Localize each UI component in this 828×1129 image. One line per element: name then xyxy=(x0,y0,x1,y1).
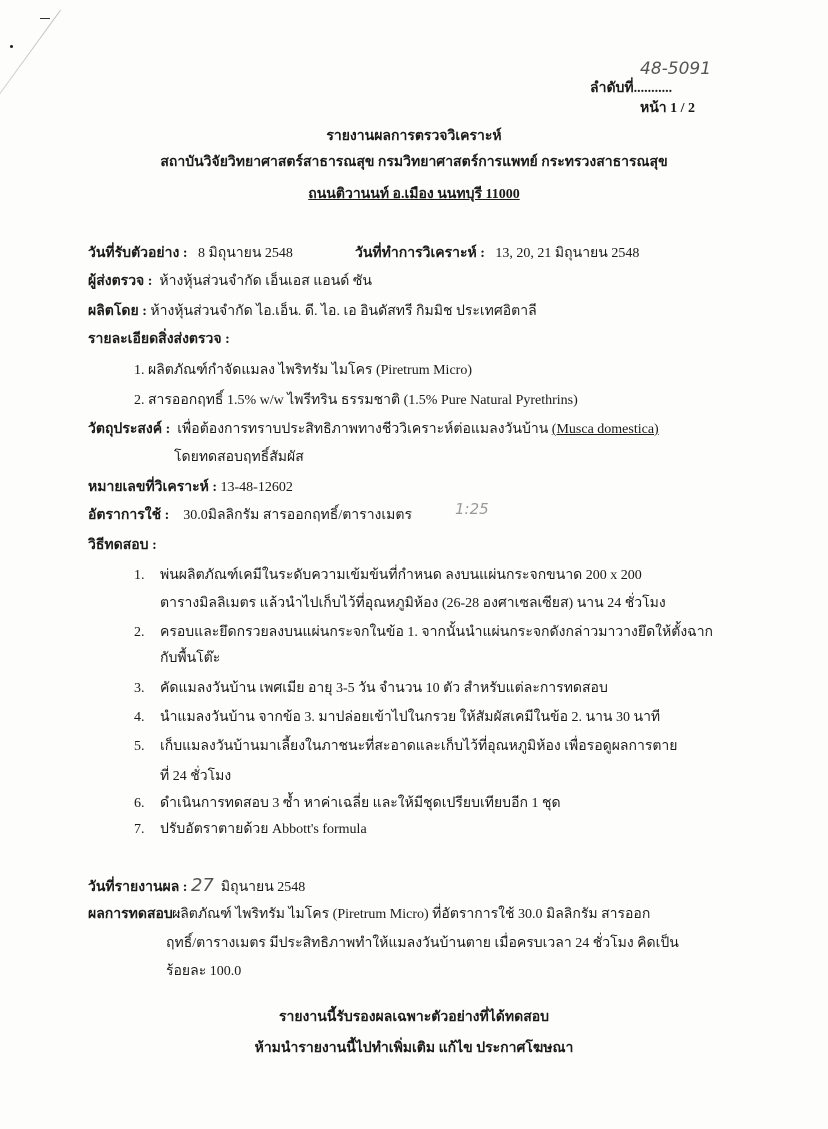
analysis-date-value: 13, 20, 21 มิถุนายน 2548 xyxy=(495,246,640,261)
footer-prohibition: ห้ามนำรายงานนี้ไปทำเพิ่มเติม แก้ไข ประกาศโฆษณา xyxy=(254,1041,574,1056)
received-label: วันที่รับตัวอย่าง : xyxy=(88,246,188,261)
sender-value: ห้างหุ้นส่วนจำกัด เอ็นเอส แอนด์ ซัน xyxy=(159,274,372,289)
institute-address: ถนนติวานนท์ อ.เมือง นนทบุรี 11000 xyxy=(308,187,520,202)
received-value: 8 มิถุนายน 2548 xyxy=(198,246,293,261)
method-step-text: ดำเนินการทดสอบ 3 ซ้ำ หาค่าเฉลี่ย และให้มีชุดเปรียบเทียบอีก 1 ชุด xyxy=(160,796,561,811)
page-number: หน้า 1 / 2 xyxy=(640,101,696,116)
order-number xyxy=(590,80,672,98)
report-date-row xyxy=(88,877,305,897)
maker-value: ห้างหุ้นส่วนจำกัด ไอ.เอ็น. ดี. ไอ. เอ อินดัสทรี กิมมิช ประเทศอิตาลี xyxy=(150,304,537,319)
method-step-number: 3. xyxy=(134,681,145,696)
result-line: ผลิตภัณฑ์ ไพริทรัม ไมโคร (Piretrum Micro) ที่อัตราการใช้ 30.0 มิลลิกรัม สารออก xyxy=(172,907,651,922)
detail-item: 2. สารออกฤทธิ์ 1.5% w/w ไพรีทริน ธรรมชาติ (1.5% Pure Natural Pyrethrins) xyxy=(134,393,578,408)
method-step-text: กับพื้นโต๊ะ xyxy=(160,651,221,666)
method-label: วิธีทดสอบ : xyxy=(88,538,157,553)
method-step-text: นำแมลงวันบ้าน จากข้อ 3. มาปล่อยเข้าไปในกรวย ให้สัมผัสเคมีในข้อ 2. นาน 30 นาที xyxy=(160,710,661,725)
sender-label: ผู้ส่งตรวจ : xyxy=(88,274,153,289)
received-date-row xyxy=(88,245,293,263)
method-step-number: 6. xyxy=(134,796,145,811)
method-step-text: ที่ 24 ชั่วโมง xyxy=(160,769,232,784)
report-date-rest: มิถุนายน 2548 xyxy=(220,880,306,895)
method-step-text: ครอบและยึดกรวยลงบนแผ่นกระจกในข้อ 1. จากนั้นนำแผ่นกระจกดังกล่าวมาวางยึดให้ตั้งฉาก xyxy=(160,625,714,640)
detail-item: 1. ผลิตภัณฑ์กำจัดแมลง ไพริทรัม ไมโคร (Piretrum Micro) xyxy=(134,363,472,378)
scan-artifact-dash xyxy=(40,18,50,19)
analysis-number-label: หมายเลขที่วิเคราะห์ : xyxy=(88,480,217,495)
objective-label: วัตถุประสงค์ : xyxy=(88,422,171,437)
method-step-number: 7. xyxy=(134,822,145,837)
result-line: ร้อยละ 100.0 xyxy=(166,964,242,979)
method-step-number: 1. xyxy=(134,568,145,583)
maker-label: ผลิตโดย : xyxy=(88,304,147,319)
result-label: ผลการทดสอบ : xyxy=(88,907,181,922)
analysis-number-value: 13-48-12602 xyxy=(220,480,293,495)
method-step-number: 5. xyxy=(134,739,145,754)
analysis-number-row xyxy=(88,479,293,497)
rate-label: อัตราการใช้ : xyxy=(88,508,170,523)
institute-name: สถาบันวิจัยวิทยาศาสตร์สาธารณสุข กรมวิทยาศาสตร์การแพทย์ กระทรวงสาธารณสุข xyxy=(160,155,668,170)
method-step-number: 2. xyxy=(134,625,145,640)
method-step-number: 4. xyxy=(134,710,145,725)
rate-row xyxy=(88,507,412,525)
order-label: ลำดับที่........... xyxy=(590,81,673,96)
maker-row xyxy=(88,303,537,321)
report-date-label: วันที่รายงานผล : xyxy=(88,880,188,895)
objective-species: (Musca domestica) xyxy=(551,422,659,437)
result-line: ฤทธิ์/ตารางเมตร มีประสิทธิภาพทำให้แมลงวันบ้านตาย เมื่อครบเวลา 24 ชั่วโมง คิดเป็น xyxy=(166,936,679,951)
details-label: รายละเอียดสิ่งส่งตรวจ : xyxy=(88,332,230,347)
analysis-date-label: วันที่ทำการวิเคราะห์ : xyxy=(355,246,485,261)
sender-row xyxy=(88,273,372,291)
scan-artifact-dot xyxy=(10,45,13,48)
objective-continuation: โดยทดสอบฤทธิ์สัมผัส xyxy=(174,450,304,465)
footer-certification: รายงานนี้รับรองผลเฉพาะตัวอย่างที่ได้ทดสอบ xyxy=(278,1010,550,1025)
method-step-text: ปรับอัตราตายด้วย Abbott's formula xyxy=(160,822,367,837)
rate-handwritten-note: 1:25 xyxy=(455,500,489,518)
report-title: รายงานผลการตรวจวิเคราะห์ xyxy=(326,129,502,144)
analysis-date-row xyxy=(355,245,639,263)
method-step-text: ตารางมิลลิเมตร แล้วนำไปเก็บไว้ที่อุณหภูมิห้อง (26-28 องศาเซลเซียส) นาน 24 ชั่วโมง xyxy=(160,596,666,611)
order-handwritten: 48-5091 xyxy=(640,59,712,79)
objective-row xyxy=(88,421,659,439)
method-step-text: คัดแมลงวันบ้าน เพศเมีย อายุ 3-5 วัน จำนวน 10 ตัว สำหรับแต่ละการทดสอบ xyxy=(160,681,608,696)
method-step-text: เก็บแมลงวันบ้านมาเลี้ยงในภาชนะที่สะอาดและเก็บไว้ที่อุณหภูมิห้อง เพื่อรอดูผลการตาย xyxy=(160,739,678,754)
rate-value: 30.0มิลลิกรัม สารออกฤทธิ์/ตารางเมตร xyxy=(183,508,413,523)
report-date-day-handwritten: 27 xyxy=(190,875,214,896)
objective-value: เพื่อต้องการทราบประสิทธิภาพทางชีววิเคราะห์ต่อแมลงวันบ้าน xyxy=(177,422,549,437)
method-step-text: พ่นผลิตภัณฑ์เคมีในระดับความเข้มข้นที่กำหนด ลงบนแผ่นกระจกขนาด 200 x 200 xyxy=(160,568,642,583)
